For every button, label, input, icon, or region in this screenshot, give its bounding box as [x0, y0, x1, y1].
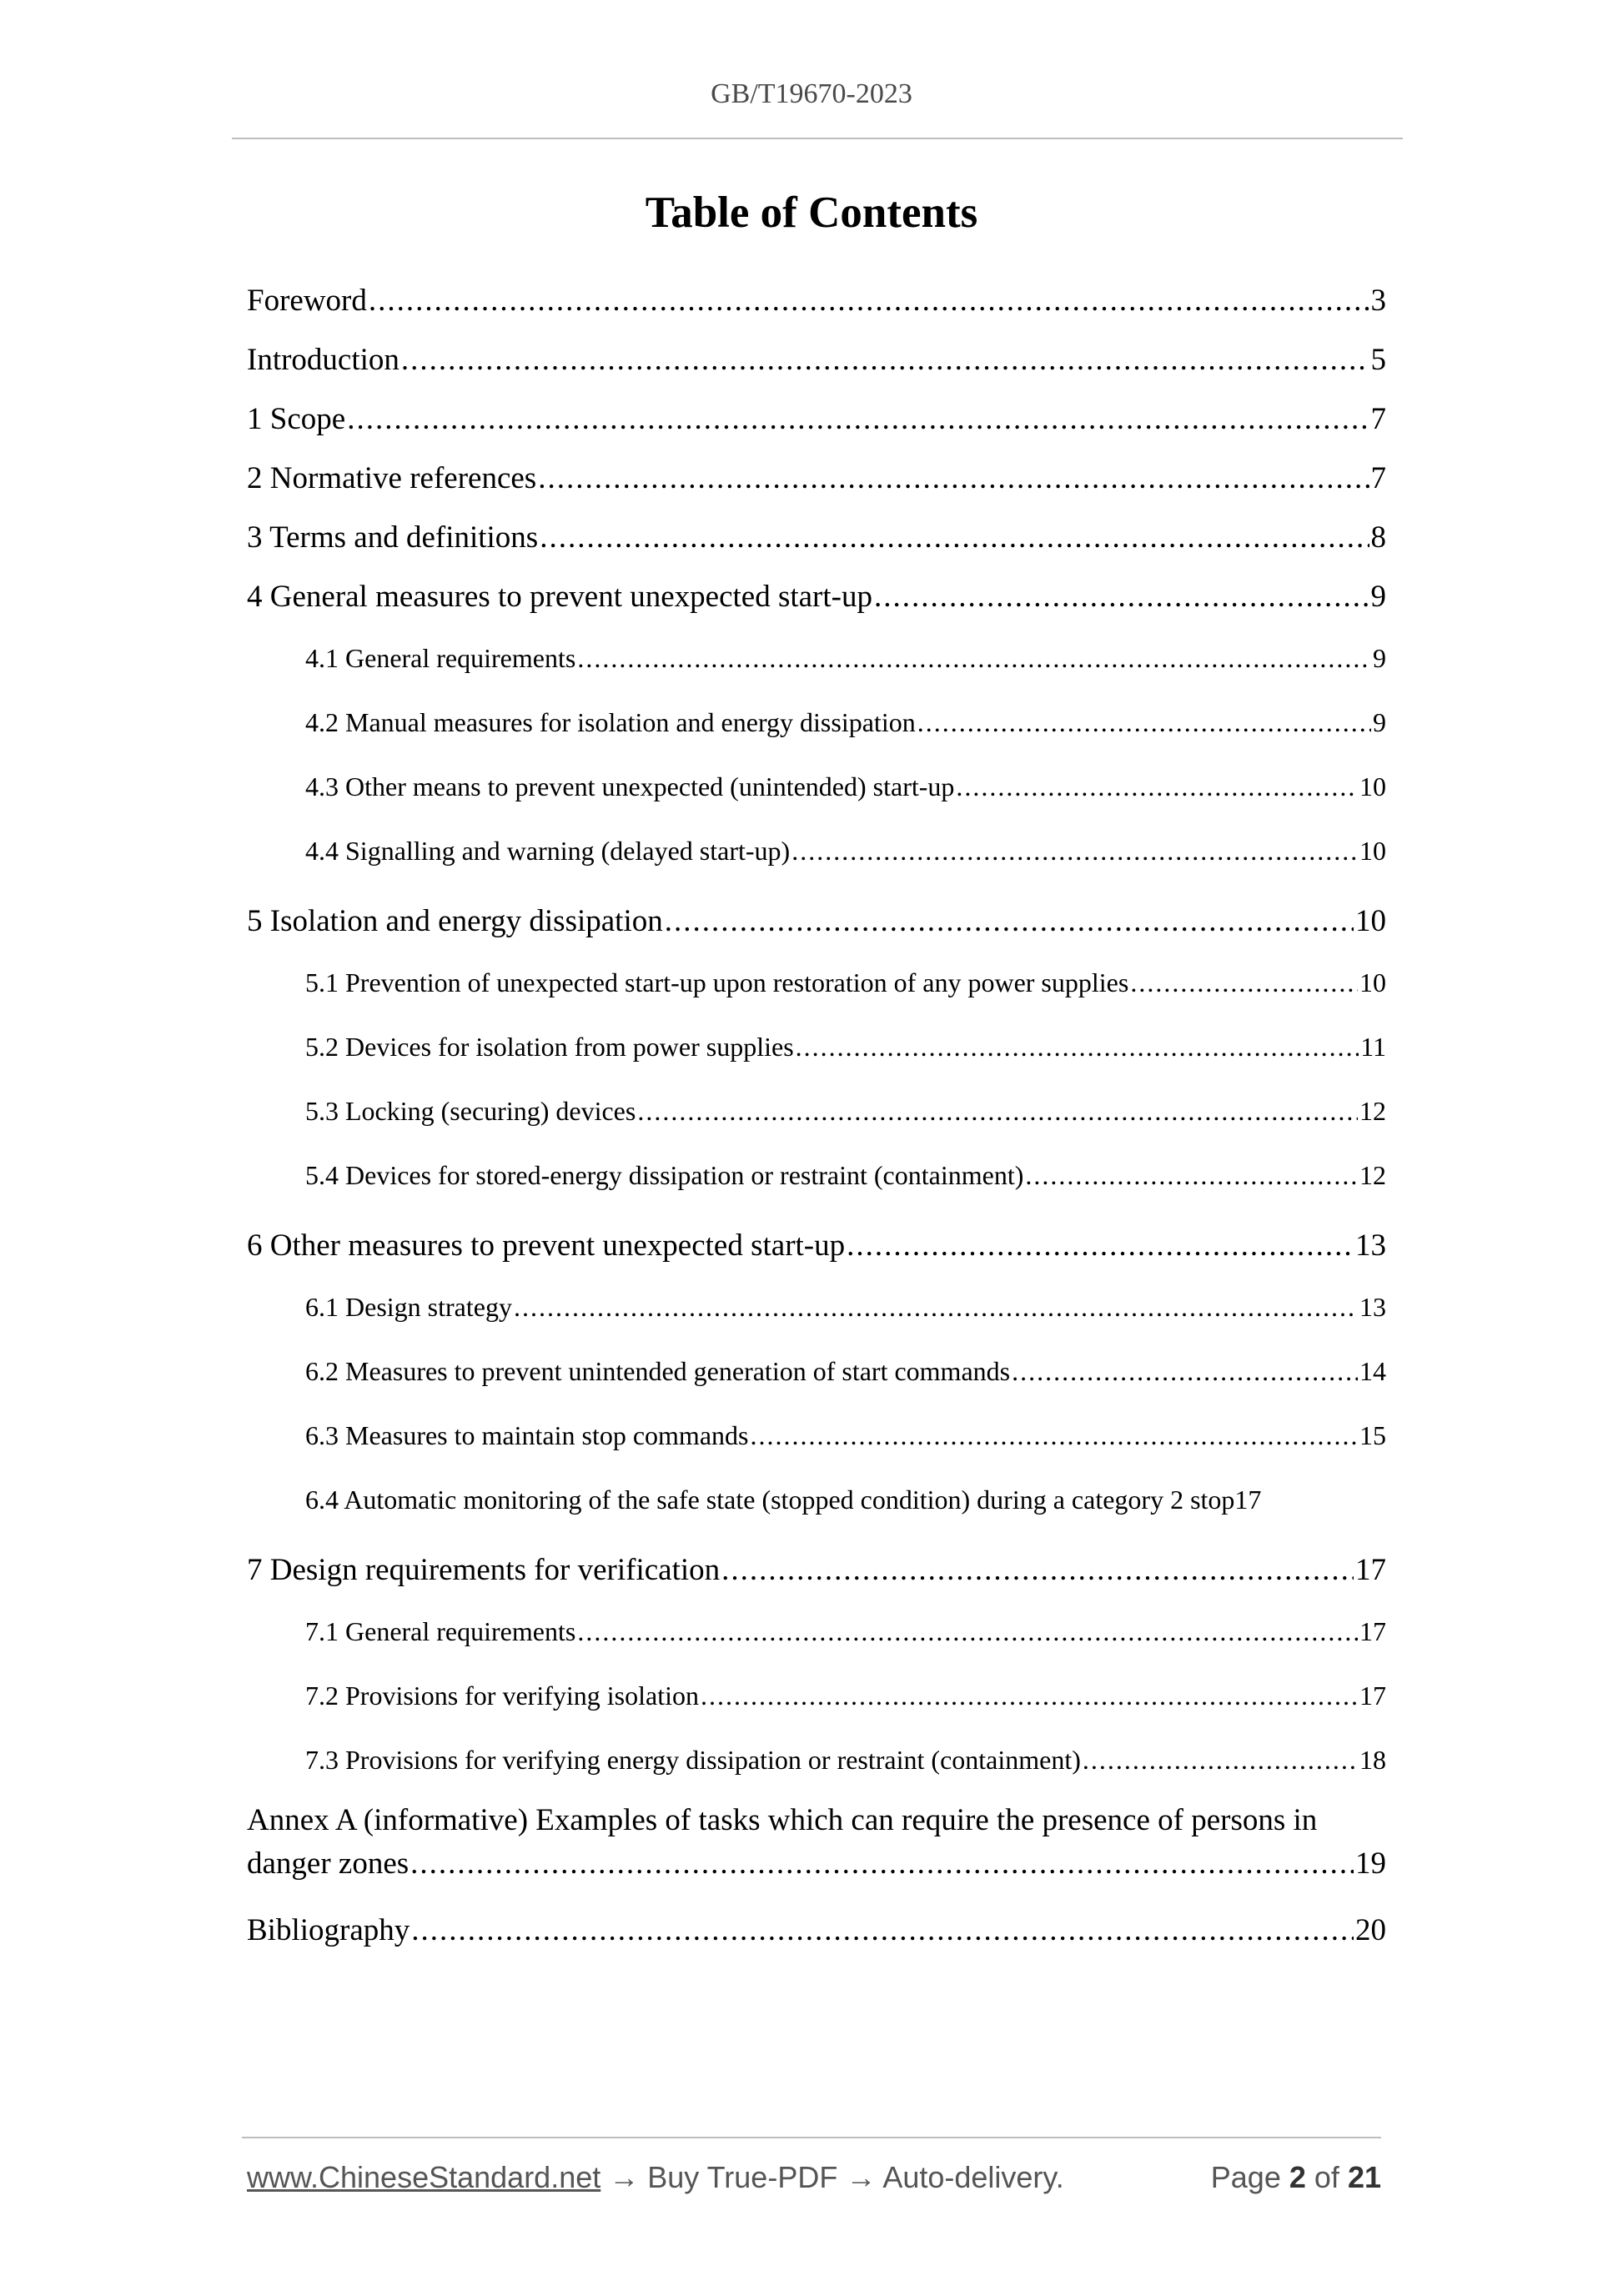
toc-entry-page: 12 [1359, 1160, 1386, 1190]
toc-entry-4-1[interactable] [247, 626, 1386, 691]
toc-entry-title: 2 Normative references [247, 461, 537, 495]
toc-entry-6-1[interactable] [247, 1275, 1386, 1339]
toc-entry-title: 4.3 Other means to prevent unexpected (unintended) start-up [305, 771, 955, 801]
toc-entry-title: 6.1 Design strategy [305, 1292, 512, 1322]
toc-entry-page: 11 [1360, 1032, 1386, 1062]
toc-entry-title: 3 Terms and definitions [247, 520, 539, 555]
toc-leader-dots [701, 1664, 1358, 1728]
toc-entry-page: 13 [1359, 1292, 1386, 1322]
toc-leader-dots [874, 567, 1369, 626]
toc-entry-page: 3 [1370, 284, 1386, 318]
toc-leader-dots [847, 1216, 1354, 1275]
toc-entry-title: 7.1 General requirements [305, 1616, 576, 1646]
toc-entry-page: 9 [1373, 643, 1386, 673]
table-of-contents [247, 271, 1386, 1960]
toc-entry-6-2[interactable] [247, 1339, 1386, 1404]
toc-entry-title: 4.4 Signalling and warning (delayed start-up) [305, 836, 791, 866]
toc-entry-section-4[interactable] [247, 567, 1386, 626]
toc-entry-title: 6 Other measures to prevent unexpected start-up [247, 1228, 846, 1263]
toc-entry-page: 17 [1355, 1553, 1386, 1587]
toc-entry-title: 5.2 Devices for isolation from power supplies [305, 1032, 794, 1062]
toc-leader-dots [721, 1540, 1354, 1600]
toc-entry-title: 1 Scope [247, 402, 346, 436]
toc-entry-5-3[interactable] [247, 1079, 1386, 1143]
toc-entry-4-4[interactable] [247, 819, 1386, 892]
toc-entry-5-4[interactable] [247, 1143, 1386, 1216]
document-header: GB/T19670-2023 [711, 78, 912, 109]
toc-entry-introduction[interactable] [247, 330, 1386, 389]
toc-entry-bibliography[interactable] [247, 1901, 1386, 1960]
toc-entry-title: 6.4 Automatic monitoring of the safe state (stopped condition) during a category 2 stop [305, 1485, 1235, 1515]
toc-entry-page: 10 [1359, 836, 1386, 866]
toc-leader-dots [1130, 951, 1358, 1015]
toc-entry-page: 7 [1370, 461, 1386, 495]
toc-leader-dots [1012, 1339, 1358, 1404]
toc-entry-title: 4 General measures to prevent unexpected start-up [247, 580, 872, 614]
footer-promo-text: → Buy True-PDF → Auto-delivery. [600, 2160, 1064, 2194]
toc-entry-title: Foreword [247, 284, 367, 318]
toc-entry-4-3[interactable] [247, 755, 1386, 819]
toc-title: Table of Contents [645, 188, 978, 237]
toc-entry-title: 7 Design requirements for verification [247, 1553, 721, 1587]
toc-entry-foreword[interactable] [247, 271, 1386, 330]
toc-entry-page: 10 [1359, 967, 1386, 997]
toc-leader-dots [637, 1079, 1358, 1143]
of-label: of [1314, 2160, 1339, 2194]
toc-entry-page: 17 [1234, 1485, 1262, 1515]
toc-entry-section-5[interactable] [247, 892, 1386, 951]
toc-entry-scope[interactable] [247, 389, 1386, 449]
toc-entry-page: 14 [1359, 1356, 1386, 1386]
toc-entry-title: 6.2 Measures to prevent unintended generation of start commands [305, 1356, 1011, 1386]
toc-entry-page: 8 [1370, 520, 1386, 555]
footer-promo [247, 2160, 1064, 2195]
toc-entry-page: 7 [1370, 402, 1386, 436]
toc-entry-page: 18 [1359, 1745, 1386, 1775]
toc-leader-dots [917, 691, 1371, 755]
toc-entry-title: 7.3 Provisions for verifying energy dissipation or restraint (containment) [305, 1745, 1081, 1775]
toc-entry-page: 15 [1359, 1420, 1386, 1450]
toc-entry-page: 9 [1370, 580, 1386, 614]
toc-entry-section-7[interactable] [247, 1540, 1386, 1600]
toc-leader-dots [750, 1404, 1358, 1468]
toc-entry-page: 13 [1355, 1228, 1386, 1263]
toc-entry-title: 5.3 Locking (securing) devices [305, 1096, 636, 1126]
page-footer [247, 2160, 1381, 2195]
toc-entry-page: 12 [1359, 1096, 1386, 1126]
toc-entry-page: 5 [1370, 343, 1386, 377]
footer-divider [242, 2137, 1381, 2138]
toc-entry-page: 9 [1373, 707, 1386, 737]
toc-entry-page: 17 [1359, 1681, 1386, 1711]
toc-leader-dots [665, 892, 1354, 951]
toc-leader-dots [538, 449, 1369, 508]
header-divider [232, 138, 1403, 139]
current-page-number: 2 [1289, 2160, 1306, 2194]
toc-entry-title: 6.3 Measures to maintain stop commands [305, 1420, 749, 1450]
toc-entry-4-2[interactable] [247, 691, 1386, 755]
toc-entry-5-2[interactable] [247, 1015, 1386, 1079]
toc-leader-dots [410, 1842, 1354, 1886]
toc-leader-dots [540, 508, 1369, 567]
toc-entry-6-4[interactable] [247, 1468, 1386, 1540]
toc-entry-title: 4.1 General requirements [305, 643, 576, 673]
toc-entry-5-1[interactable] [247, 951, 1386, 1015]
toc-entry-page: 17 [1359, 1616, 1386, 1646]
page-indicator [1211, 2160, 1381, 2195]
total-pages-number: 21 [1347, 2160, 1381, 2194]
toc-entry-annex-a[interactable] [247, 1799, 1386, 1886]
toc-leader-dots [1025, 1143, 1358, 1208]
toc-entry-7-2[interactable] [247, 1664, 1386, 1728]
toc-leader-dots [577, 1600, 1358, 1664]
toc-entry-terms-and-definitions[interactable] [247, 508, 1386, 567]
toc-entry-title: 5 Isolation and energy dissipation [247, 904, 663, 938]
page-label: Page [1210, 2160, 1281, 2194]
toc-leader-dots [401, 330, 1369, 389]
toc-leader-dots [796, 1015, 1359, 1079]
toc-entry-normative-references[interactable] [247, 449, 1386, 508]
toc-leader-dots [791, 819, 1358, 883]
toc-leader-dots [347, 389, 1369, 449]
website-link[interactable]: www.ChineseStandard.net [247, 2160, 601, 2194]
toc-entry-title: 5.4 Devices for stored-energy dissipation or restraint (containment) [305, 1160, 1024, 1190]
toc-leader-dots [577, 626, 1371, 691]
toc-entry-section-6[interactable] [247, 1216, 1386, 1275]
toc-entry-page: 19 [1355, 1846, 1386, 1881]
toc-entry-page: 20 [1355, 1913, 1386, 1947]
toc-entry-title: Annex A (informative) Examples of tasks which can require the presence of persons in [247, 1803, 1318, 1837]
toc-entry-title: 4.2 Manual measures for isolation and energy dissipation [305, 707, 916, 737]
toc-leader-dots [1083, 1728, 1358, 1792]
toc-entry-title-continued: danger zones [247, 1846, 410, 1881]
toc-entry-title: 5.1 Prevention of unexpected start-up upon restoration of any power supplies [305, 967, 1129, 997]
toc-entry-title: Introduction [247, 343, 399, 377]
toc-entry-page: 10 [1355, 904, 1386, 938]
toc-entry-page: 10 [1359, 771, 1386, 801]
toc-entry-title: 7.2 Provisions for verifying isolation [305, 1681, 699, 1711]
toc-leader-dots [956, 755, 1358, 819]
toc-leader-dots [369, 271, 1369, 330]
toc-entry-7-3[interactable] [247, 1728, 1386, 1792]
toc-entry-title: Bibliography [247, 1913, 410, 1947]
toc-leader-dots [411, 1901, 1354, 1960]
toc-entry-7-1[interactable] [247, 1600, 1386, 1664]
toc-entry-6-3[interactable] [247, 1404, 1386, 1468]
toc-leader-dots [514, 1275, 1358, 1339]
